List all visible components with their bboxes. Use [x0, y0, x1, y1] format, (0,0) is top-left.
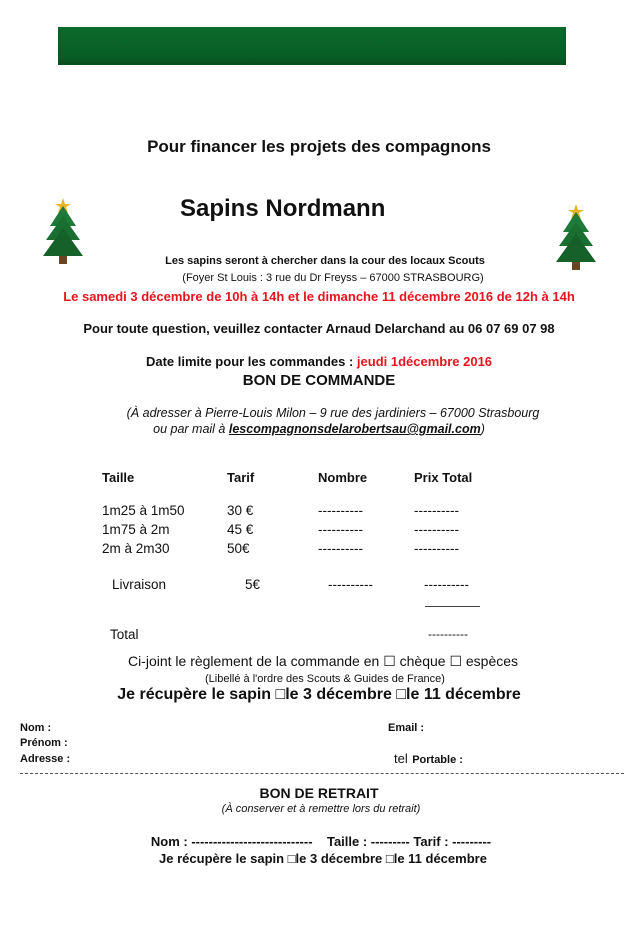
row-total-blank[interactable]: ---------- [414, 522, 459, 537]
pickup-location-line2: (Foyer St Louis : 3 rue du Dr Freyss – 67000 STRASBOURG) [182, 272, 484, 284]
row-quantity-blank[interactable]: ---------- [318, 522, 363, 537]
payment-options[interactable]: Ci-joint le règlement de la commande en ☐ chèque ☐ espèces [127, 653, 519, 669]
page-heading: Pour financer les projets des compagnons [147, 137, 491, 156]
row-size: 1m75 à 2m [102, 522, 170, 537]
pickup-dates: Le samedi 3 décembre de 10h à 14h et le dimanche 11 décembre 2016 de 12h à 14h [63, 289, 575, 304]
delivery-price: 5€ [245, 577, 261, 592]
row-size: 2m à 2m30 [102, 541, 170, 556]
payment-note: (Libellé à l'ordre des Scouts & Guides de France) [205, 673, 445, 685]
contact-info: Pour toute question, veuillez contacter Arnaud Delarchand au 06 07 69 07 98 [83, 321, 555, 336]
row-price: 45 € [227, 522, 254, 537]
address-field[interactable]: Adresse : [20, 753, 71, 765]
email-field[interactable]: Email : [388, 722, 425, 734]
col-header-quantity: Nombre [318, 470, 368, 485]
delivery-total-blank[interactable]: ---------- [424, 577, 469, 592]
pickup-choice[interactable]: Je récupère le sapin □le 3 décembre □le 11 décembre [117, 686, 521, 703]
retrait-pickup-choice[interactable]: Je récupère le sapin □le 3 décembre □le 11 décembre [159, 851, 487, 866]
col-header-total: Prix Total [414, 470, 473, 485]
address-line2: ou par mail à lescompagnonsdelarobertsau@gmail.com) [153, 422, 485, 436]
delivery-label: Livraison [112, 577, 167, 592]
order-deadline: Date limite pour les commandes : jeudi 1décembre 2016 [145, 354, 493, 369]
row-quantity-blank[interactable]: ---------- [318, 541, 363, 556]
sum-divider [425, 606, 480, 607]
retrait-title: BON DE RETRAIT [259, 785, 379, 801]
phone-field: tel Portable : [394, 751, 463, 766]
pickup-location-line1: Les sapins seront à chercher dans la cour des locaux Scouts [165, 255, 485, 267]
page-title: Sapins Nordmann [180, 195, 386, 222]
col-header-size: Taille [102, 470, 135, 485]
row-total-blank[interactable]: ---------- [414, 503, 459, 518]
col-header-price: Tarif [227, 470, 255, 485]
first-name-field[interactable]: Prénom : [20, 737, 68, 749]
header-banner [58, 27, 566, 65]
row-price: 50€ [227, 541, 250, 556]
row-size: 1m25 à 1m50 [102, 503, 185, 518]
delivery-quantity-blank[interactable]: ---------- [328, 577, 373, 592]
row-price: 30 € [227, 503, 254, 518]
name-field[interactable]: Nom : [20, 722, 52, 734]
row-total-blank[interactable]: ---------- [414, 541, 459, 556]
total-label: Total [110, 627, 139, 642]
total-blank[interactable]: ---------- [428, 627, 468, 641]
order-form-title: BON DE COMMANDE [242, 372, 396, 389]
retrait-form-line[interactable]: Nom : ---------------------------- Taille : --------- Tarif : --------- [150, 834, 492, 849]
cut-line [20, 773, 624, 774]
retrait-note: (À conserver et à remettre lors du retrait) [221, 803, 421, 815]
email-link[interactable]: lescompagnonsdelarobertsau@gmail.com [228, 422, 481, 436]
row-quantity-blank[interactable]: ---------- [318, 503, 363, 518]
deadline-date: jeudi 1décembre 2016 [356, 354, 493, 369]
address-line1: (À adresser à Pierre-Louis Milon – 9 rue des jardiniers – 67000 Strasbourg [126, 406, 540, 420]
